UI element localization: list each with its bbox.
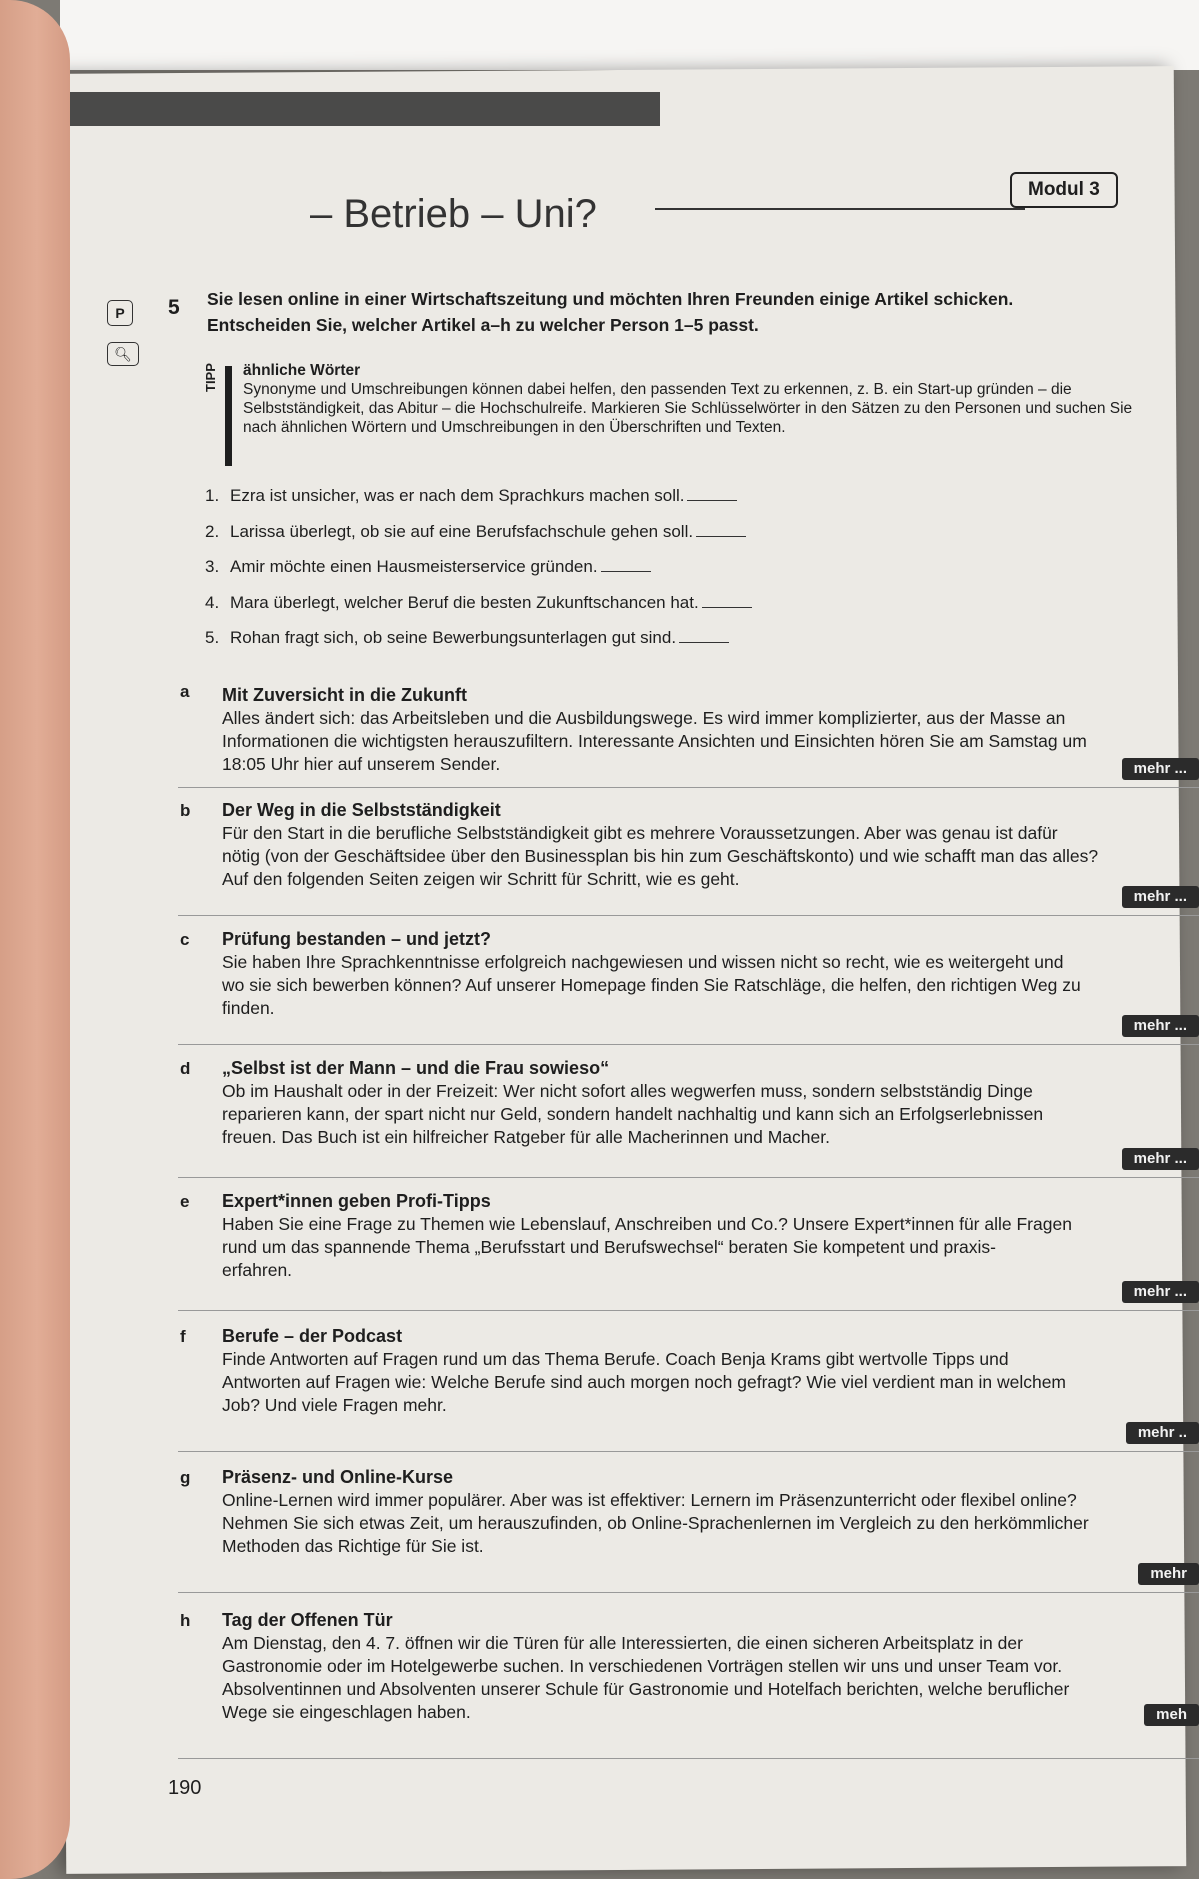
answer-blank[interactable] bbox=[696, 520, 746, 537]
article-line: Am Dienstag, den 4. 7. öffnen wir die Türen für alle Interessierten, die einen sicheren Arbeitsplatz in der bbox=[222, 1633, 1023, 1653]
article-title: Präsenz- und Online-Kurse bbox=[222, 1467, 454, 1487]
mehr-button[interactable]: mehr bbox=[1138, 1563, 1199, 1585]
answer-blank[interactable] bbox=[687, 484, 737, 501]
article-f bbox=[178, 1311, 1199, 1452]
article-letter: e bbox=[180, 1192, 190, 1211]
article-line: Sie haben Ihre Sprachkenntnisse erfolgreich nachgewiesen und wissen nicht so recht, wie es weitergeht und bbox=[222, 952, 1064, 972]
page-number: 190 bbox=[168, 1777, 202, 1799]
article-line: rund um das spannende Thema „Berufsstart und Berufswechsel“ beraten Sie kompetent und praxis- bbox=[222, 1237, 996, 1257]
question-item: 2. Larissa überlegt, ob sie auf eine Berufsfachschule gehen soll. bbox=[205, 519, 805, 555]
article-letter: b bbox=[180, 801, 191, 820]
article-title: Der Weg in die Selbstständigkeit bbox=[222, 800, 501, 820]
article-line: wo sie sich bewerben können? Auf unserer Homepage finden Sie Ratschläge, die helfen, den richtigen Weg zu bbox=[222, 975, 1081, 995]
article-title: Tag der Offenen Tür bbox=[222, 1610, 393, 1630]
tipp-label: TIPP bbox=[203, 363, 218, 392]
task-number: 5 bbox=[168, 296, 180, 319]
question-item: 4. Mara überlegt, welcher Beruf die besten Zukunftschancen hat. bbox=[205, 590, 805, 626]
article-a bbox=[178, 680, 1199, 788]
tipp-heading: ähnliche Wörter bbox=[243, 362, 361, 379]
mehr-button[interactable]: meh bbox=[1144, 1704, 1199, 1726]
article-line: Für den Start in die berufliche Selbstständigkeit gibt es mehrere Voraussetzungen. Aber was genau ist dafür bbox=[222, 823, 1058, 843]
article-line: Alles ändert sich: das Arbeitsleben und die Ausbildungswege. Es wird immer komplizierter, aus der Masse an bbox=[222, 708, 1066, 728]
article-letter: f bbox=[180, 1327, 186, 1346]
magnifier-icon: 🔍︎ bbox=[107, 342, 139, 366]
article-g bbox=[178, 1452, 1199, 1593]
article-line: Online-Lernen wird immer populärer. Aber was ist effektiver: Lernern im Präsenzunterricht oder flexibel online? bbox=[222, 1490, 1077, 1510]
article-letter: d bbox=[180, 1059, 191, 1078]
article-h bbox=[178, 1593, 1199, 1759]
article-e bbox=[178, 1178, 1199, 1311]
article-title: Prüfung bestanden – und jetzt? bbox=[222, 929, 491, 949]
article-line: erfahren. bbox=[222, 1260, 293, 1280]
article-title: Berufe – der Podcast bbox=[222, 1326, 403, 1346]
pruefung-icon: P bbox=[107, 300, 133, 326]
mehr-button[interactable]: mehr ... bbox=[1122, 1148, 1199, 1170]
article-line: Finde Antworten auf Fragen rund um das Thema Berufe. Coach Benja Krams gibt wertvolle Tipps und bbox=[222, 1349, 1009, 1369]
article-line: Wege sie eingeschlagen haben. bbox=[222, 1702, 471, 1722]
article-title: Mit Zuversicht in die Zukunft bbox=[222, 685, 468, 705]
header-dark-band bbox=[60, 92, 660, 126]
header-rule bbox=[655, 208, 1025, 210]
article-line: finden. bbox=[222, 998, 275, 1018]
tipp-body: Synonyme und Umschreibungen können dabei helfen, den passenden Text zu erkennen, z. B. ein Start-up gründen – die Selbstständigkeit, das Abitur – die Hochschulreife. Markieren Sie Schlüsselwörter in den Sätzen zu den Personen und suchen Sie nach ähnlichen Wörtern und Umschreibungen in den Überschriften und Texten. bbox=[243, 381, 1133, 436]
article-c bbox=[178, 916, 1199, 1045]
article-line: nötig (von der Geschäftsidee über den Businessplan bis hin zum Geschäftskonto) und wie schafft man das alles? bbox=[222, 846, 1099, 866]
question-item: 1. Ezra ist unsicher, was er nach dem Sprachkurs machen soll. bbox=[205, 483, 805, 519]
article-line: Ob im Haushalt oder in der Freizeit: Wer nicht sofort alles wegwerfen muss, sondern selbstständig Dinge bbox=[222, 1081, 1033, 1101]
article-line: Nehmen Sie sich etwas Zeit, um herauszufinden, ob Online-Sprachenlernen im Vergleich zu den herkömmlicher bbox=[222, 1513, 1089, 1533]
article-line: reparieren kann, der spart nicht nur Geld, sondern handelt nachhaltig und kann sich an Erfolgserlebnissen bbox=[222, 1104, 1044, 1124]
modul-badge: Modul 3 bbox=[1010, 172, 1118, 208]
question-item: 3. Amir möchte einen Hausmeisterservice gründen. bbox=[205, 554, 805, 590]
tipp-bar bbox=[225, 366, 232, 466]
mehr-button[interactable]: mehr ... bbox=[1122, 758, 1199, 780]
article-line: Absolventinnen und Absolventen unserer Schule für Gastronomie und Hotelfach berichten, welche beruflicher bbox=[222, 1679, 1070, 1699]
top-page-edge bbox=[60, 0, 1199, 70]
answer-blank[interactable] bbox=[601, 555, 651, 572]
article-b bbox=[178, 788, 1199, 916]
task-instruction: Sie lesen online in einer Wirtschaftszeitung und möchten Ihren Freunden einige Artikel schicken. Entscheiden Sie, welcher Artikel a–h zu welcher Person 1–5 passt. bbox=[207, 289, 1014, 335]
article-line: Informationen die wichtigsten herauszufiltern. Interessante Ansichten und Einsichten hören Sie am Samstag um bbox=[222, 731, 1087, 751]
article-title: Expert*innen geben Profi-Tipps bbox=[222, 1191, 491, 1211]
article-letter: h bbox=[180, 1611, 191, 1630]
article-line: 18:05 Uhr hier auf unserem Sender. bbox=[222, 754, 501, 774]
question-item: 5. Rohan fragt sich, ob seine Bewerbungsunterlagen gut sind. bbox=[205, 625, 805, 661]
article-list bbox=[178, 680, 1199, 1759]
answer-blank[interactable] bbox=[679, 626, 729, 643]
article-line: Auf den folgenden Seiten zeigen wir Schritt für Schritt, wie es geht. bbox=[222, 869, 740, 889]
article-letter: c bbox=[180, 930, 190, 949]
article-line: Gastronomie oder im Hotelgewerbe suchen. In verschiedenen Vorträgen stellen wir uns und unser Team vor. bbox=[222, 1656, 1063, 1676]
article-letter: a bbox=[180, 682, 190, 701]
mehr-button[interactable]: mehr ... bbox=[1122, 886, 1199, 908]
article-title: „Selbst ist der Mann – und die Frau sowieso“ bbox=[222, 1058, 610, 1078]
article-line: Antworten auf Fragen wie: Welche Berufe sind auch morgen noch gefragt? Wie viel verdient man in welchem bbox=[222, 1372, 1066, 1392]
article-letter: g bbox=[180, 1468, 191, 1487]
article-line: Haben Sie eine Frage zu Themen wie Lebenslauf, Anschreiben und Co.? Unsere Expert*innen für alle Fragen bbox=[222, 1214, 1072, 1234]
article-line: freuen. Das Buch ist ein hilfreicher Ratgeber für alle Macherinnen und Macher. bbox=[222, 1127, 830, 1147]
mehr-button[interactable]: mehr ... bbox=[1122, 1015, 1199, 1037]
page-title: – Betrieb – Uni? bbox=[310, 192, 597, 236]
answer-blank[interactable] bbox=[702, 591, 752, 608]
article-line: Methoden das Richtige für Sie ist. bbox=[222, 1536, 484, 1556]
thumb bbox=[0, 0, 70, 1879]
question-list bbox=[205, 483, 805, 661]
article-d bbox=[178, 1045, 1199, 1178]
article-line: Job? Und viele Fragen mehr. bbox=[222, 1395, 447, 1415]
mehr-button[interactable]: mehr ... bbox=[1122, 1281, 1199, 1303]
tipp-box bbox=[205, 362, 1133, 437]
mehr-button[interactable]: mehr .. bbox=[1126, 1422, 1199, 1444]
